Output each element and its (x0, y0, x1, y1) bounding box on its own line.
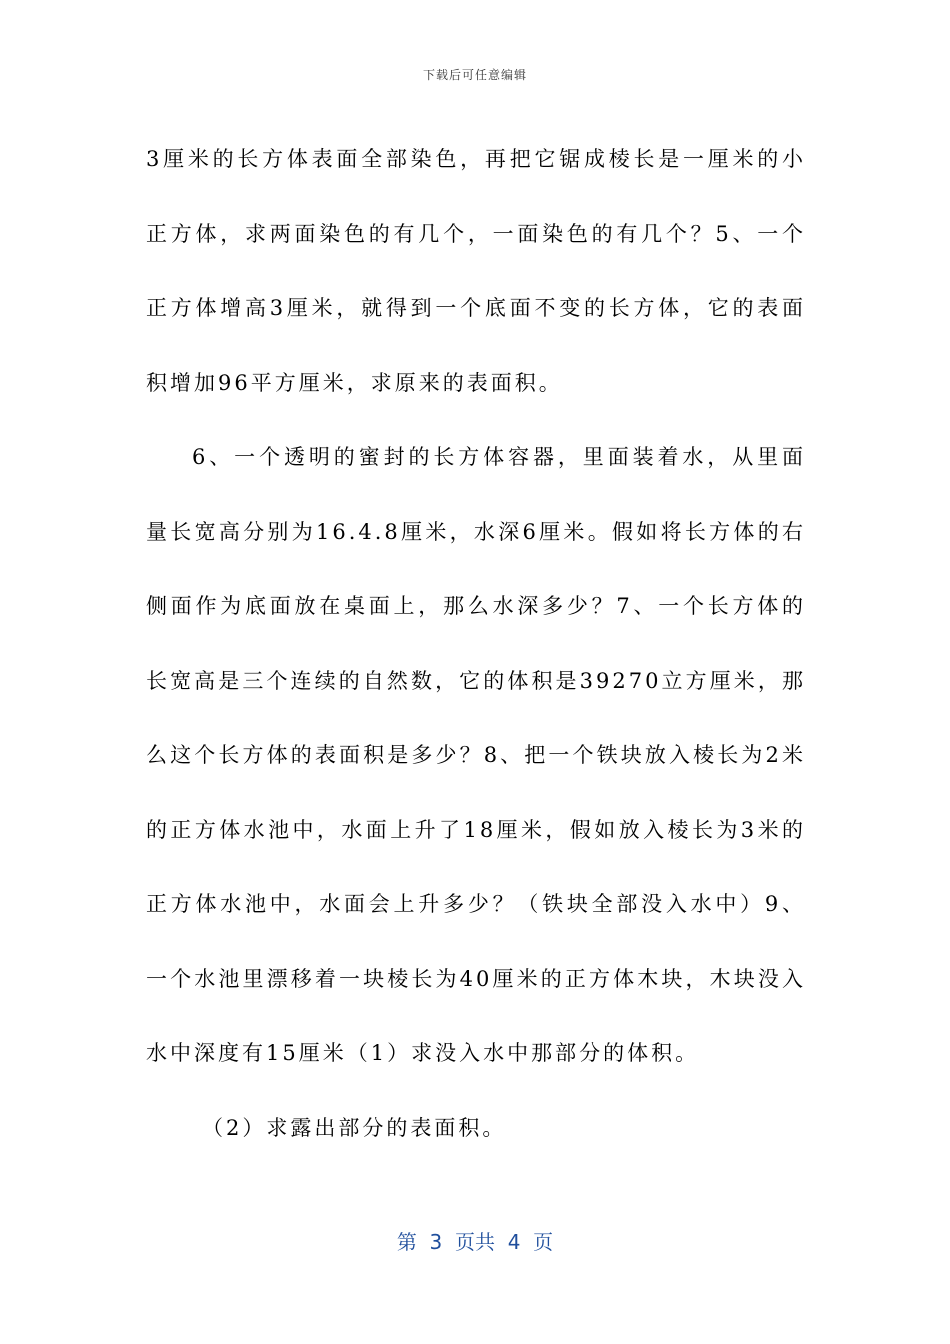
page-header: 下载后可任意编辑 (422, 68, 527, 82)
page-footer: 第 3 页共 4 页 (396, 1230, 554, 1254)
document-body (146, 122, 806, 1165)
paragraph-continued: 3厘米的长方体表面全部染色，再把它锯成棱长是一厘米的小正方体，求两面染色的有几个，一面染色的有几个？5、一个正方体增高3厘米，就得到一个底面不变的长方体，它的表面积增加96平方厘米，求原来的表面积。 (146, 147, 806, 395)
paragraph-subquestion: （2）求露出部分的表面积。 (202, 1115, 507, 1140)
paragraph-problems: 6、一个透明的蜜封的长方体容器，里面装着水，从里面量长宽高分别为16.4.8厘米，水深6厘米。假如将长方体的右侧面作为底面放在桌面上，那么水深多少？7、一个长方体的长宽高是三个连续的自然数，它的体积是39270立方厘米，那么这个长方体的表面积是多少？8、把一个铁块放入棱长为2米的正方体水池中，水面上升了18厘米，假如放入棱长为3米的正方体水池中，水面会上升多少？（铁块全部没入水中）9、一个水池里漂移着一块棱长为40厘米的正方体木块，木块没入水中深度有15厘米（1）求没入水中那部分的体积。 (146, 445, 806, 1065)
